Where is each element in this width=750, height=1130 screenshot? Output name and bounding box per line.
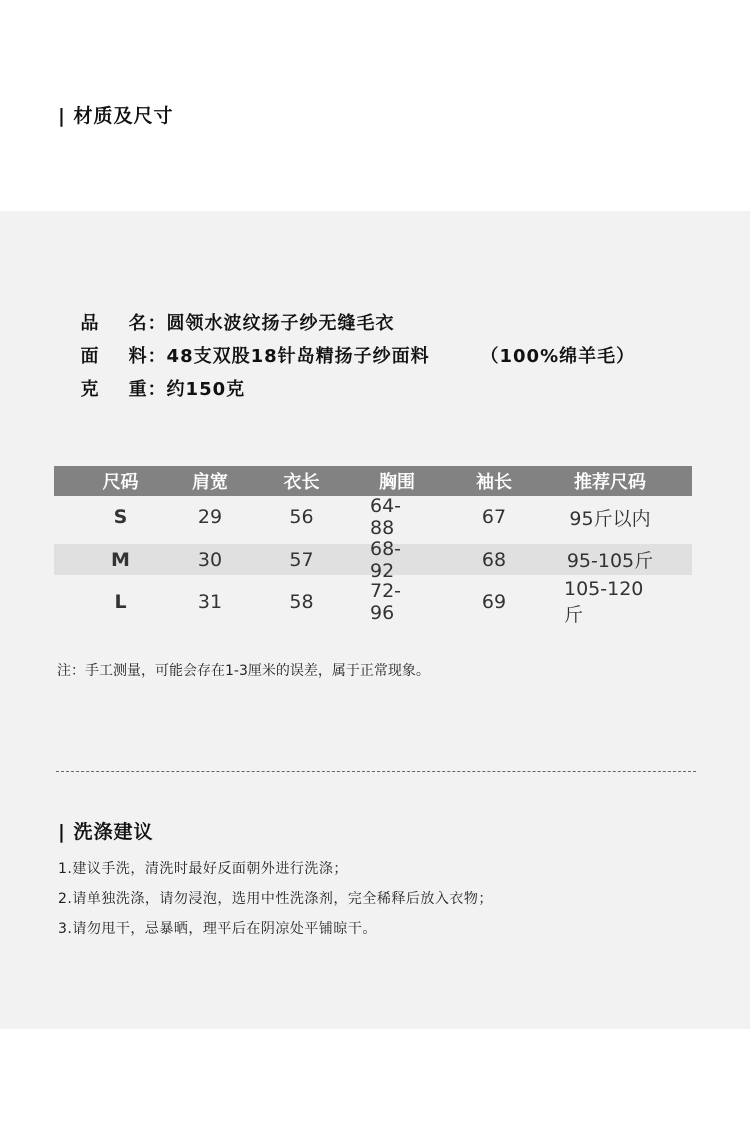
table-cell: S (113, 506, 128, 528)
table-cell: 56 (289, 506, 314, 528)
table-cell: 105-120斤 (564, 577, 644, 626)
spec-row-weight (66, 354, 245, 401)
header-cell: 推荐尺码 (574, 472, 646, 493)
spec-value: 约150克 (166, 379, 246, 400)
header-cell: 尺码 (102, 472, 139, 493)
header-cell: 肩宽 (192, 472, 228, 493)
table-cell: 58 (289, 591, 314, 613)
table-cell: 68-92 (370, 537, 402, 582)
dashed-divider (56, 771, 696, 772)
spec-label: 面 料： (80, 346, 167, 367)
table-cell: 95-105斤 (566, 550, 654, 572)
table-cell: L (114, 591, 127, 613)
section-title-washing: | 洗涤建议 (58, 821, 154, 843)
table-cell: 30 (197, 548, 223, 571)
header-cell: 胸围 (379, 472, 415, 493)
spec-label: 克 重： (80, 379, 167, 400)
table-cell: 64-88 (370, 495, 402, 539)
table-cell: 95斤以内 (569, 507, 651, 530)
table-row (54, 537, 692, 582)
spec-value: 48支双股18针岛精扬子纱面料 （100%绵羊毛） (166, 346, 636, 367)
table-cell: 57 (289, 548, 314, 571)
header-cell: 袖长 (476, 472, 512, 493)
table-row (54, 577, 692, 626)
wash-instruction: 2.请单独洗涤，请勿浸泡，选用中性洗涤剂，完全稀释后放入衣物； (58, 891, 493, 907)
table-cell: M (111, 548, 130, 571)
table-cell: 69 (481, 591, 507, 613)
spec-label: 品 名： (80, 313, 167, 334)
size-table (54, 466, 692, 626)
table-cell: 68 (481, 548, 507, 571)
header-cell: 衣长 (283, 472, 320, 493)
wash-instruction: 1.建议手洗，清洗时最好反面朝外进行洗涤； (58, 861, 348, 877)
table-cell: 72-96 (370, 580, 402, 624)
table-cell: 29 (197, 506, 223, 528)
wash-instruction: 3.请勿甩干，忌暴晒，理平后在阴凉处平铺晾干。 (58, 921, 377, 937)
section-title-material-size: | 材质及尺寸 (58, 105, 174, 127)
table-cell: 31 (197, 591, 223, 613)
table-cell: 67 (481, 506, 507, 528)
table-row (54, 496, 692, 538)
measurement-note: 注：手工测量，可能会存在1-3厘米的误差，属于正常现象。 (57, 663, 430, 679)
table-header (54, 466, 692, 496)
spec-value: 圆领水波纹扬子纱无缝毛衣 (166, 313, 395, 334)
